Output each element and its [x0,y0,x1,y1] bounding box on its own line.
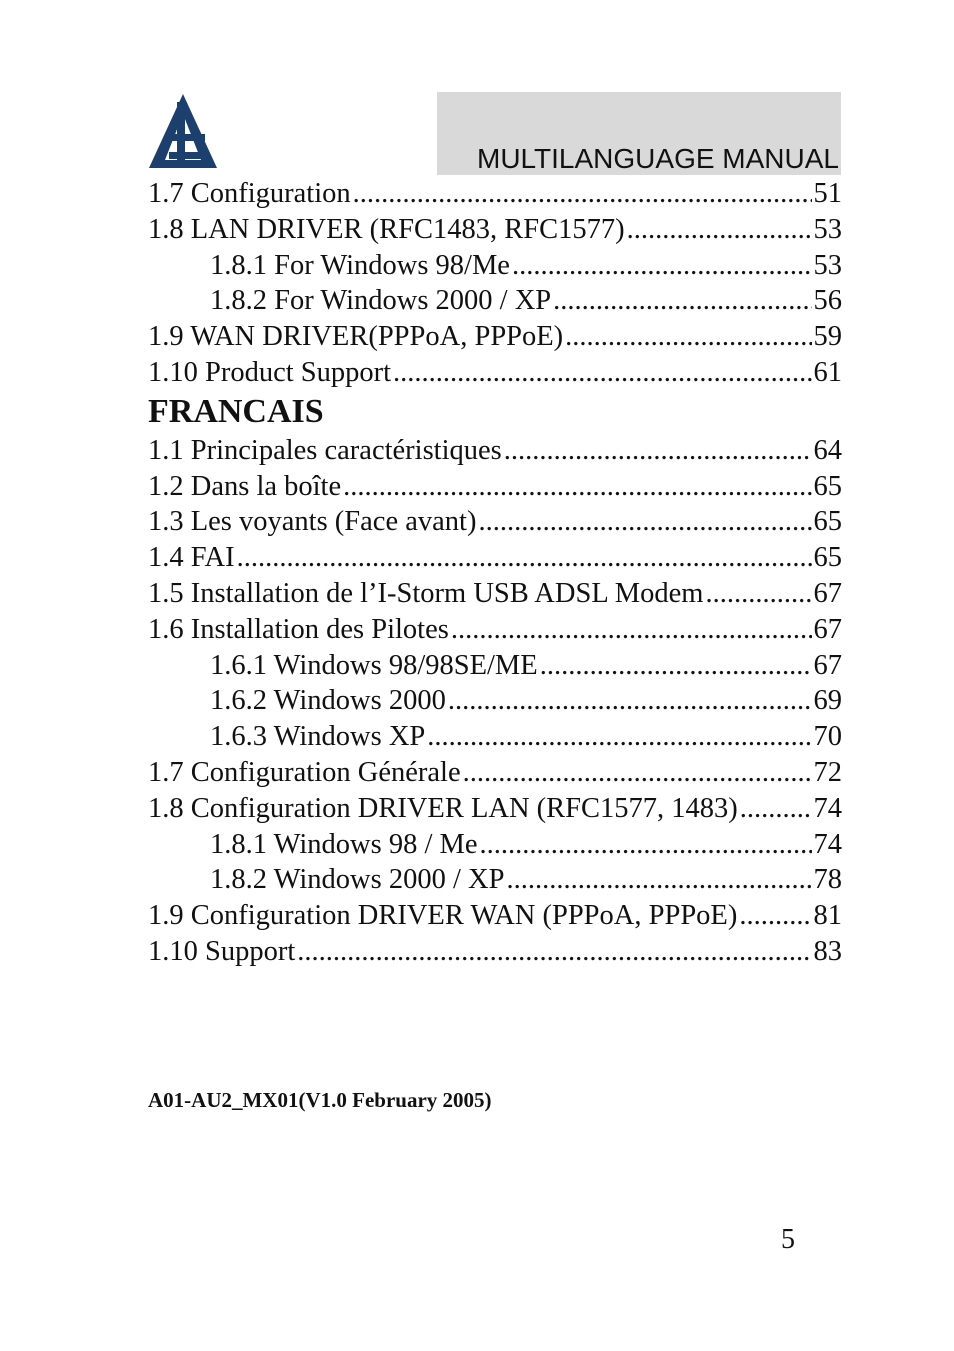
toc-entry[interactable] [148,898,842,934]
toc-dot-leader [512,248,812,284]
toc-entry-label: 1.8.2 For Windows 2000 / XP [210,285,552,317]
section-heading-francais: FRANCAIS [148,392,324,430]
toc-dot-leader [237,540,812,576]
atlantis-logo-icon [147,92,219,170]
manual-title: MULTILANGUAGE MANUAL [477,143,839,174]
toc-entry-label: 1.8.1 For Windows 98/Me [210,249,510,281]
toc-entry[interactable] [148,283,842,319]
toc-entry-page: 67 [813,577,842,609]
toc-entry[interactable] [148,648,842,684]
toc-entry-page: 65 [813,542,842,574]
toc-dot-leader [540,648,812,684]
table-of-contents [148,176,842,970]
toc-entry-label: 1.1 Principales caractéristiques [148,434,502,466]
toc-entry-label: 1.10 Support [148,935,296,967]
toc-dot-leader [393,355,811,391]
toc-entry-label: 1.7 Configuration [148,178,351,209]
toc-dot-leader [740,791,812,827]
toc-entry-page: 83 [813,935,842,967]
toc-entry-page: 81 [813,900,842,932]
toc-entry-page: 53 [813,213,842,245]
toc-entry[interactable] [148,827,842,863]
toc-entry[interactable] [148,862,842,898]
toc-entry-page: 74 [813,792,842,824]
toc-entry-page: 65 [813,506,842,538]
toc-dot-leader [353,176,812,212]
toc-dot-leader [297,934,811,970]
toc-dot-leader [480,827,812,863]
toc-english-section [148,176,842,391]
toc-entry-page: 67 [813,613,842,645]
toc-dot-leader [451,612,812,648]
toc-entry-label: 1.10 Product Support [148,356,392,388]
toc-entry-page: 64 [813,434,842,466]
toc-entry-page: 65 [813,470,842,502]
toc-entry[interactable] [148,934,842,970]
toc-dot-leader [427,719,811,755]
toc-entry[interactable] [148,540,842,576]
toc-dot-leader [506,862,811,898]
header-band [437,92,841,175]
toc-entry[interactable] [148,319,842,355]
toc-entry-label: 1.8.1 Windows 98 / Me [210,828,478,860]
toc-dot-leader [343,469,811,505]
toc-dot-leader [565,319,811,355]
toc-entry-label: 1.3 Les voyants (Face avant) [148,506,477,538]
toc-entry-label: 1.7 Configuration Générale [148,756,461,788]
toc-entry-label: 1.8.2 Windows 2000 / XP [210,864,505,896]
toc-entry-page: 78 [813,864,842,896]
toc-entry-page: 67 [813,649,842,681]
toc-entry-page: 59 [813,321,842,353]
toc-entry-label: 1.8 Configuration DRIVER LAN (RFC1577, 1483) [148,792,738,824]
toc-dot-leader [553,283,811,319]
toc-dot-leader [705,576,811,612]
toc-entry-label: 1.6.2 Windows 2000 [210,685,446,717]
toc-entry-page: 69 [813,685,842,717]
toc-entry[interactable] [148,176,842,212]
toc-entry[interactable] [148,469,842,505]
toc-dot-leader [504,433,812,469]
toc-entry-label: 1.6.1 Windows 98/98SE/ME [210,649,538,681]
toc-entry-label: 1.9 Configuration DRIVER WAN (PPPoA, PPPoE) [148,900,738,932]
toc-dot-leader [463,755,812,791]
document-code: A01-AU2_MX01(V1.0 February 2005) [148,1088,492,1112]
toc-entry-page: 74 [813,828,842,860]
toc-entry-page: 53 [813,249,842,281]
toc-entry-label: 1.2 Dans la boîte [148,470,342,502]
toc-entry[interactable] [148,433,842,469]
toc-entry-page: 61 [813,356,842,388]
toc-entry-page: 72 [813,756,842,788]
toc-entry-page: 70 [813,721,842,753]
toc-entry[interactable] [148,248,842,284]
toc-entry-label: 1.6 Installation des Pilotes [148,613,449,645]
toc-entry-page: 56 [813,285,842,317]
toc-entry-label: 1.5 Installation de l’I-Storm USB ADSL Modem [148,577,704,609]
toc-entry[interactable] [148,719,842,755]
toc-dot-leader [478,504,811,540]
toc-dot-leader [739,898,811,934]
toc-dot-leader [627,212,812,248]
toc-entry[interactable] [148,212,842,248]
toc-dot-leader [448,683,812,719]
toc-entry-page: 51 [813,178,842,209]
toc-entry[interactable] [148,612,842,648]
toc-entry[interactable] [148,576,842,612]
toc-entry[interactable] [148,683,842,719]
page-number: 5 [781,1224,795,1255]
toc-entry[interactable] [148,755,842,791]
toc-entry-label: 1.4 FAI [148,542,235,574]
toc-entry[interactable] [148,504,842,540]
toc-francais-section [148,433,842,970]
toc-entry-label: 1.8 LAN DRIVER (RFC1483, RFC1577) [148,213,625,245]
toc-entry[interactable] [148,791,842,827]
toc-entry-label: 1.9 WAN DRIVER(PPPoA, PPPoE) [148,321,564,353]
toc-entry-label: 1.6.3 Windows XP [210,721,426,753]
toc-entry[interactable] [148,355,842,391]
